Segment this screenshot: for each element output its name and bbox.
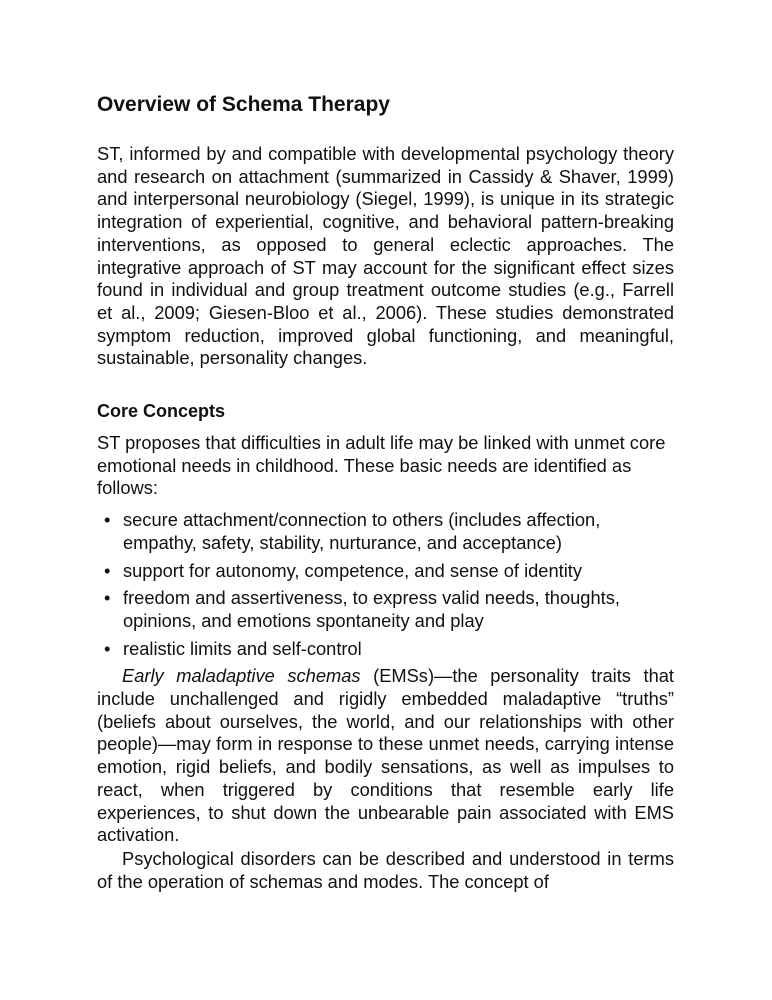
list-item-text: support for autonomy, competence, and sense of identity xyxy=(123,559,582,581)
disorders-paragraph: Psychological disorders can be described and understood in terms of the operation of schemas and modes. The concept of xyxy=(97,847,674,892)
ems-term: Early maladaptive schemas xyxy=(122,665,361,687)
core-concepts-paragraph: ST proposes that difficulties in adult life may be linked with unmet core emotional needs in childhood. These basic needs are identified as follows: xyxy=(97,432,666,499)
section-heading-core-concepts: Core Concepts xyxy=(97,401,226,422)
list-item xyxy=(97,638,674,661)
ems-paragraph-text: (EMSs)—the personality traits that include unchallenged and rigidly embedded maladaptive “truths” (beliefs about ourselves, the world, and our relationships with other people)—may form in response to these unmet needs, carrying intense emotion, rigid beliefs, and bodily sensations, as well as impulses to react, when triggered by conditions that resemble early life experiences, to shut down the unbearable pain associated with EMS activation. xyxy=(97,665,674,846)
needs-list xyxy=(97,509,674,660)
bullet-icon: • xyxy=(104,637,111,659)
bullet-icon: • xyxy=(104,587,111,609)
bullet-icon: • xyxy=(104,509,111,531)
list-item-text: secure attachment/connection to others (includes affection, empathy, safety, stability, nurturance, and acceptance) xyxy=(123,509,601,553)
list-item-text: freedom and assertiveness, to express valid needs, thoughts, opinions, and emotions spontaneity and play xyxy=(123,587,620,631)
bullet-icon: • xyxy=(104,559,111,581)
list-item-text: realistic limits and self-control xyxy=(123,637,362,659)
overview-paragraph: ST, informed by and compatible with developmental psychology theory and research on attachment (summarized in Cassidy & Shaver, 1999) and interpersonal neurobiology (Siegel, 1999), is unique in its strategic integration of experiential, cognitive, and behavioral pattern-breaking interventions, as opposed to general eclectic approaches. The integrative approach of ST may account for the significant effect sizes found in individual and group treatment outcome studies (e.g., Farrell et al., 2009; Giesen-Bloo et al., 2006). These studies demonstrated symptom reduction, improved global functioning, and meaningful, sustainable, personality changes. xyxy=(97,143,674,369)
list-item xyxy=(97,509,674,554)
document-page xyxy=(97,90,674,893)
ems-paragraph xyxy=(97,665,674,847)
list-item xyxy=(97,587,674,632)
page-title: Overview of Schema Therapy xyxy=(97,93,390,116)
list-item xyxy=(97,560,674,583)
